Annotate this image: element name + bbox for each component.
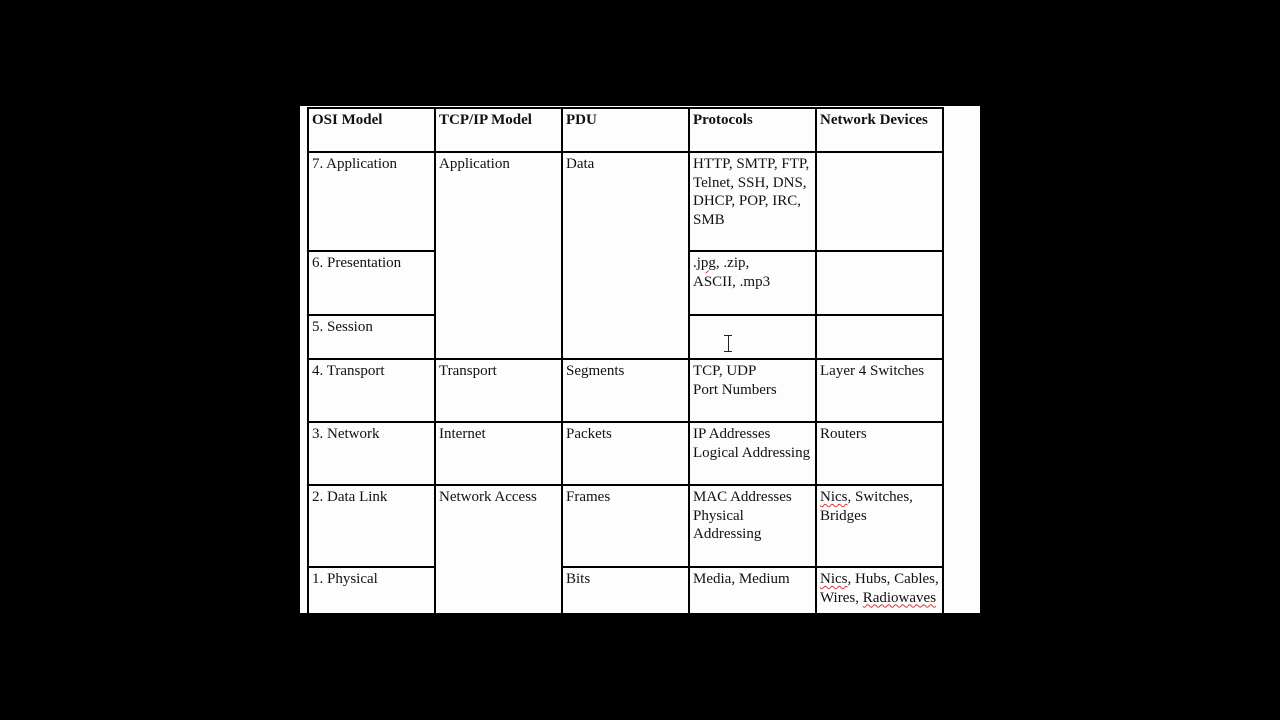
devices-line: Layer 4 Switches [820,363,925,379]
table-row-layer-7 [308,152,943,251]
protocols-line: HTTP, SMTP, FTP, [693,156,810,172]
cell-pdu-frames[interactable]: Frames [562,485,689,567]
cell-osi-layer-6[interactable]: 6. Presentation [308,251,435,315]
table-row-layer-1 [308,567,943,613]
protocols-line: Logical Addressing [693,444,811,461]
cell-tcpip-network-access[interactable]: Network Access [435,485,562,613]
cell-protocols-layer-3[interactable] [689,422,816,485]
spellcheck-flag: Radiowaves [862,589,937,606]
protocols-line: IP Addresses [693,426,771,442]
cell-osi-layer-1[interactable]: 1. Physical [308,567,435,613]
protocols-line: Physical [693,507,744,524]
protocols-line: Telnet, SSH, DNS, [693,174,807,191]
cell-tcpip-transport[interactable]: Transport [435,359,562,422]
cell-osi-layer-5[interactable]: 5. Session [308,315,435,359]
document-page [300,106,980,613]
cell-tcpip-application[interactable]: Application [435,152,562,359]
protocols-line: Port Numbers [693,381,777,398]
cell-devices-layer-3[interactable] [816,422,943,485]
table-row-layer-4 [308,359,943,422]
cell-devices-layer-6[interactable] [816,251,943,315]
devices-line: Nics, Hubs, Cables, [820,571,939,587]
cell-pdu-packets[interactable]: Packets [562,422,689,485]
header-network-devices: Network Devices [816,108,943,152]
protocols-line: Media, Medium [693,571,790,587]
i-beam-cursor-icon [724,335,732,352]
cell-devices-layer-1[interactable] [816,567,943,613]
cell-devices-layer-4[interactable] [816,359,943,422]
header-tcpip-model: TCP/IP Model [435,108,562,152]
cell-pdu-bits[interactable]: Bits [562,567,689,613]
cell-osi-layer-7[interactable]: 7. Application [308,152,435,251]
cell-osi-layer-2[interactable]: 2. Data Link [308,485,435,567]
protocols-line: SMB [693,211,725,228]
cell-protocols-layer-7[interactable] [689,152,816,251]
protocols-line: ASCII, .mp3 [693,273,771,290]
cell-pdu-data[interactable]: Data [562,152,689,359]
devices-line: Wires, Radiowaves [820,589,937,606]
protocols-line: DHCP, POP, IRC, [693,193,801,209]
cell-osi-layer-4[interactable]: 4. Transport [308,359,435,422]
protocols-line: Addressing [693,526,762,542]
osi-tcpip-comparison-table [307,107,944,613]
devices-line: Nics, Switches, [820,489,913,505]
header-osi-model: OSI Model [308,108,435,152]
cell-devices-layer-2[interactable] [816,485,943,567]
spellcheck-flag: jpg [696,255,716,271]
cell-protocols-layer-6[interactable] [689,251,816,315]
cell-osi-layer-3[interactable]: 3. Network [308,422,435,485]
cell-devices-layer-7[interactable] [816,152,943,251]
cell-devices-layer-5[interactable] [816,315,943,359]
protocols-line: TCP, UDP [693,363,757,379]
devices-line: Bridges [820,507,867,524]
cell-protocols-layer-4[interactable] [689,359,816,422]
spellcheck-flag: Nics [820,571,848,587]
spellcheck-flag: Nics [820,489,848,505]
protocols-line: .jpg, .zip, [693,255,750,271]
cell-pdu-segments[interactable]: Segments [562,359,689,422]
protocols-line: MAC Addresses [693,489,792,505]
devices-line: Routers [820,426,867,442]
cell-tcpip-internet[interactable]: Internet [435,422,562,485]
table-header-row [308,108,943,152]
cell-protocols-layer-2[interactable] [689,485,816,567]
cell-protocols-layer-5[interactable] [689,315,816,359]
cell-protocols-layer-1[interactable] [689,567,816,613]
header-pdu: PDU [562,108,689,152]
header-protocols: Protocols [689,108,816,152]
table-row-layer-3 [308,422,943,485]
table-row-layer-2 [308,485,943,567]
